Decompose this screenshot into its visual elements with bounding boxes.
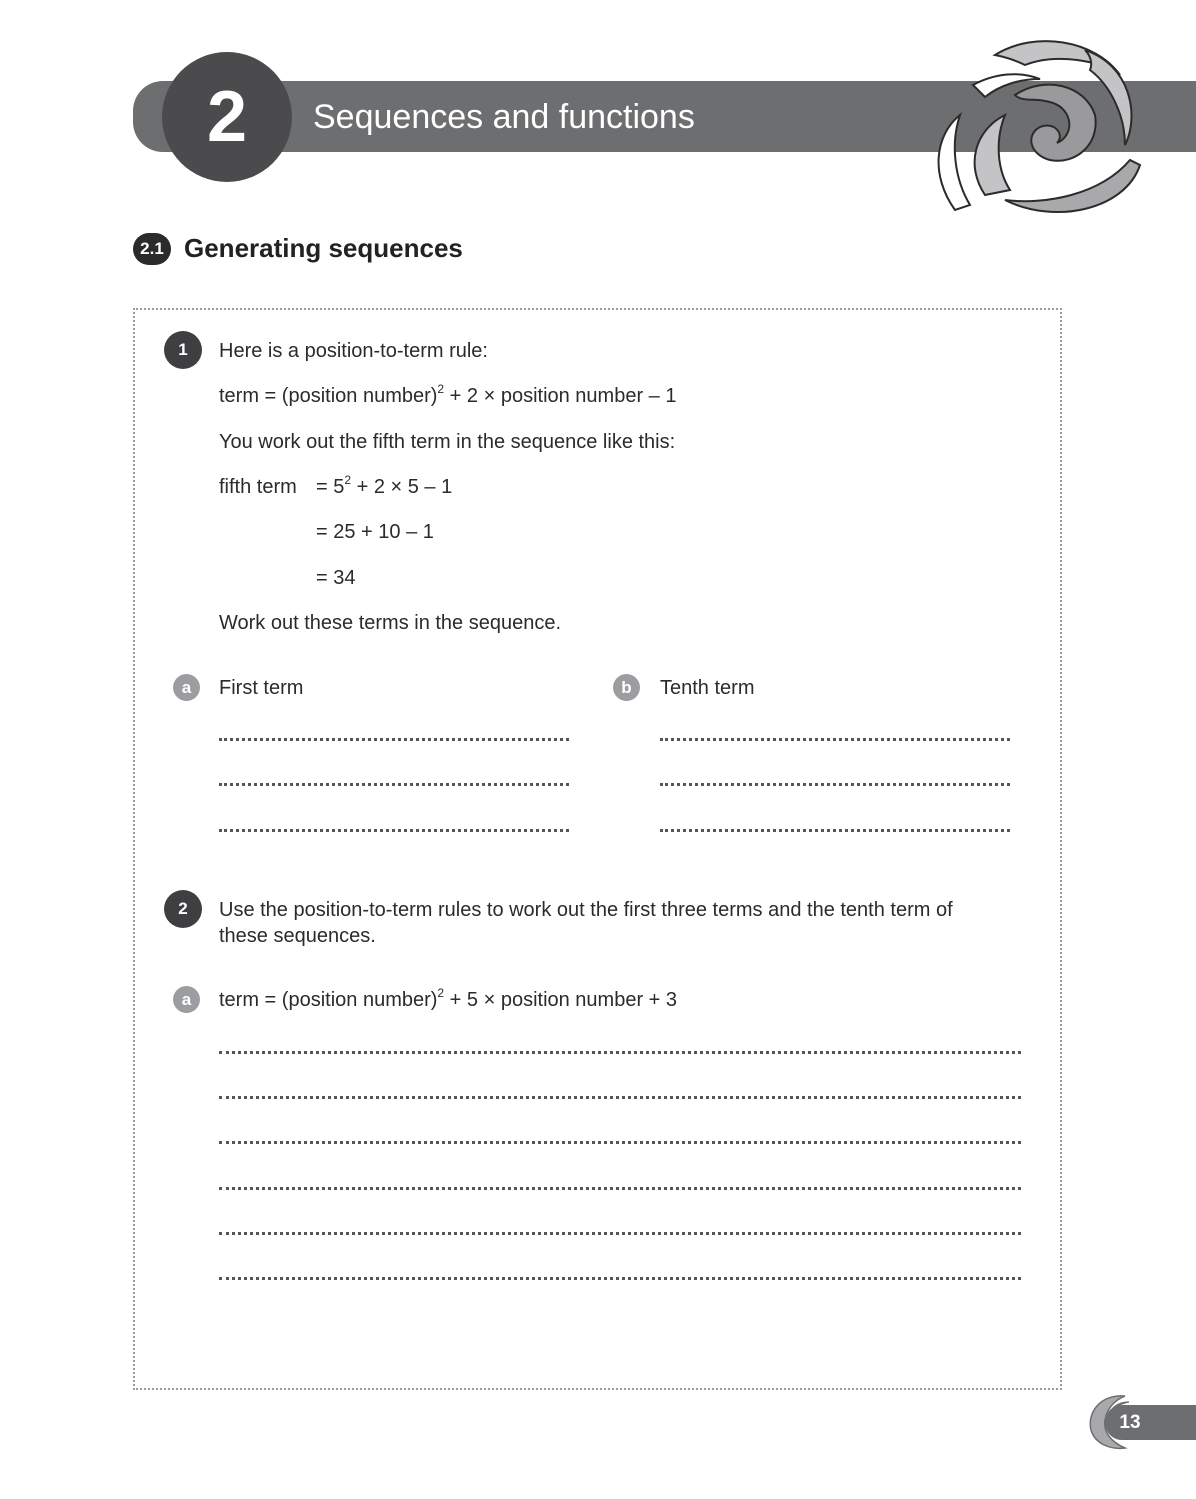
section-number-badge: 2.1 [133,233,171,265]
q1-work-line-3: = 34 [316,567,356,589]
q2-part-a-rule: term = (position number)$^2$ + 5 × position number + 3 [219,986,678,1011]
answer-line[interactable] [219,1277,1021,1280]
chapter-title: Sequences and functions [313,98,695,136]
q1-part-b-badge: b [613,674,640,701]
answer-line[interactable] [219,1187,1021,1190]
answer-line[interactable] [219,783,569,786]
q1-part-a-badge: a [173,674,200,701]
q1-instruction: Work out these terms in the sequence. [219,612,562,634]
exercise-box [133,308,1062,1390]
q1-explain: You work out the fifth term in the sequence like this: [219,431,676,453]
swirl-decoration-icon [925,35,1155,220]
q2-part-a-badge: a [173,986,200,1013]
section-title: Generating sequences [184,233,463,263]
q1-rule: term = (position number)$^2$ + 2 × position number – 1 [219,382,677,407]
page-number: 13 [1119,1412,1141,1433]
answer-line[interactable] [219,829,569,832]
answer-line[interactable] [660,829,1010,832]
answer-line[interactable] [219,1141,1021,1144]
q1-part-a-label: First term [219,677,304,699]
answer-line[interactable] [660,783,1010,786]
q2-text-line-1: Use the position-to-term rules to work out the first three terms and the tenth term of [219,899,953,921]
answer-line[interactable] [219,1051,1021,1054]
q1-work-line-2: = 25 + 10 – 1 [316,521,434,543]
answer-line[interactable] [219,1232,1021,1235]
answer-line[interactable] [219,738,569,741]
q1-part-b-label: Tenth term [660,677,755,699]
question-2-number: 2 [164,890,202,928]
q1-work-label: fifth term [219,476,297,498]
q2-text-line-2: these sequences. [219,925,376,947]
chapter-number: 2 [206,77,248,157]
answer-line[interactable] [660,738,1010,741]
q1-intro: Here is a position-to-term rule: [219,340,488,362]
question-1-number: 1 [164,331,202,369]
answer-line[interactable] [219,1096,1021,1099]
q1-work-line-1: = $5^2 + 2 \times 5 - 1$ [316,473,453,498]
